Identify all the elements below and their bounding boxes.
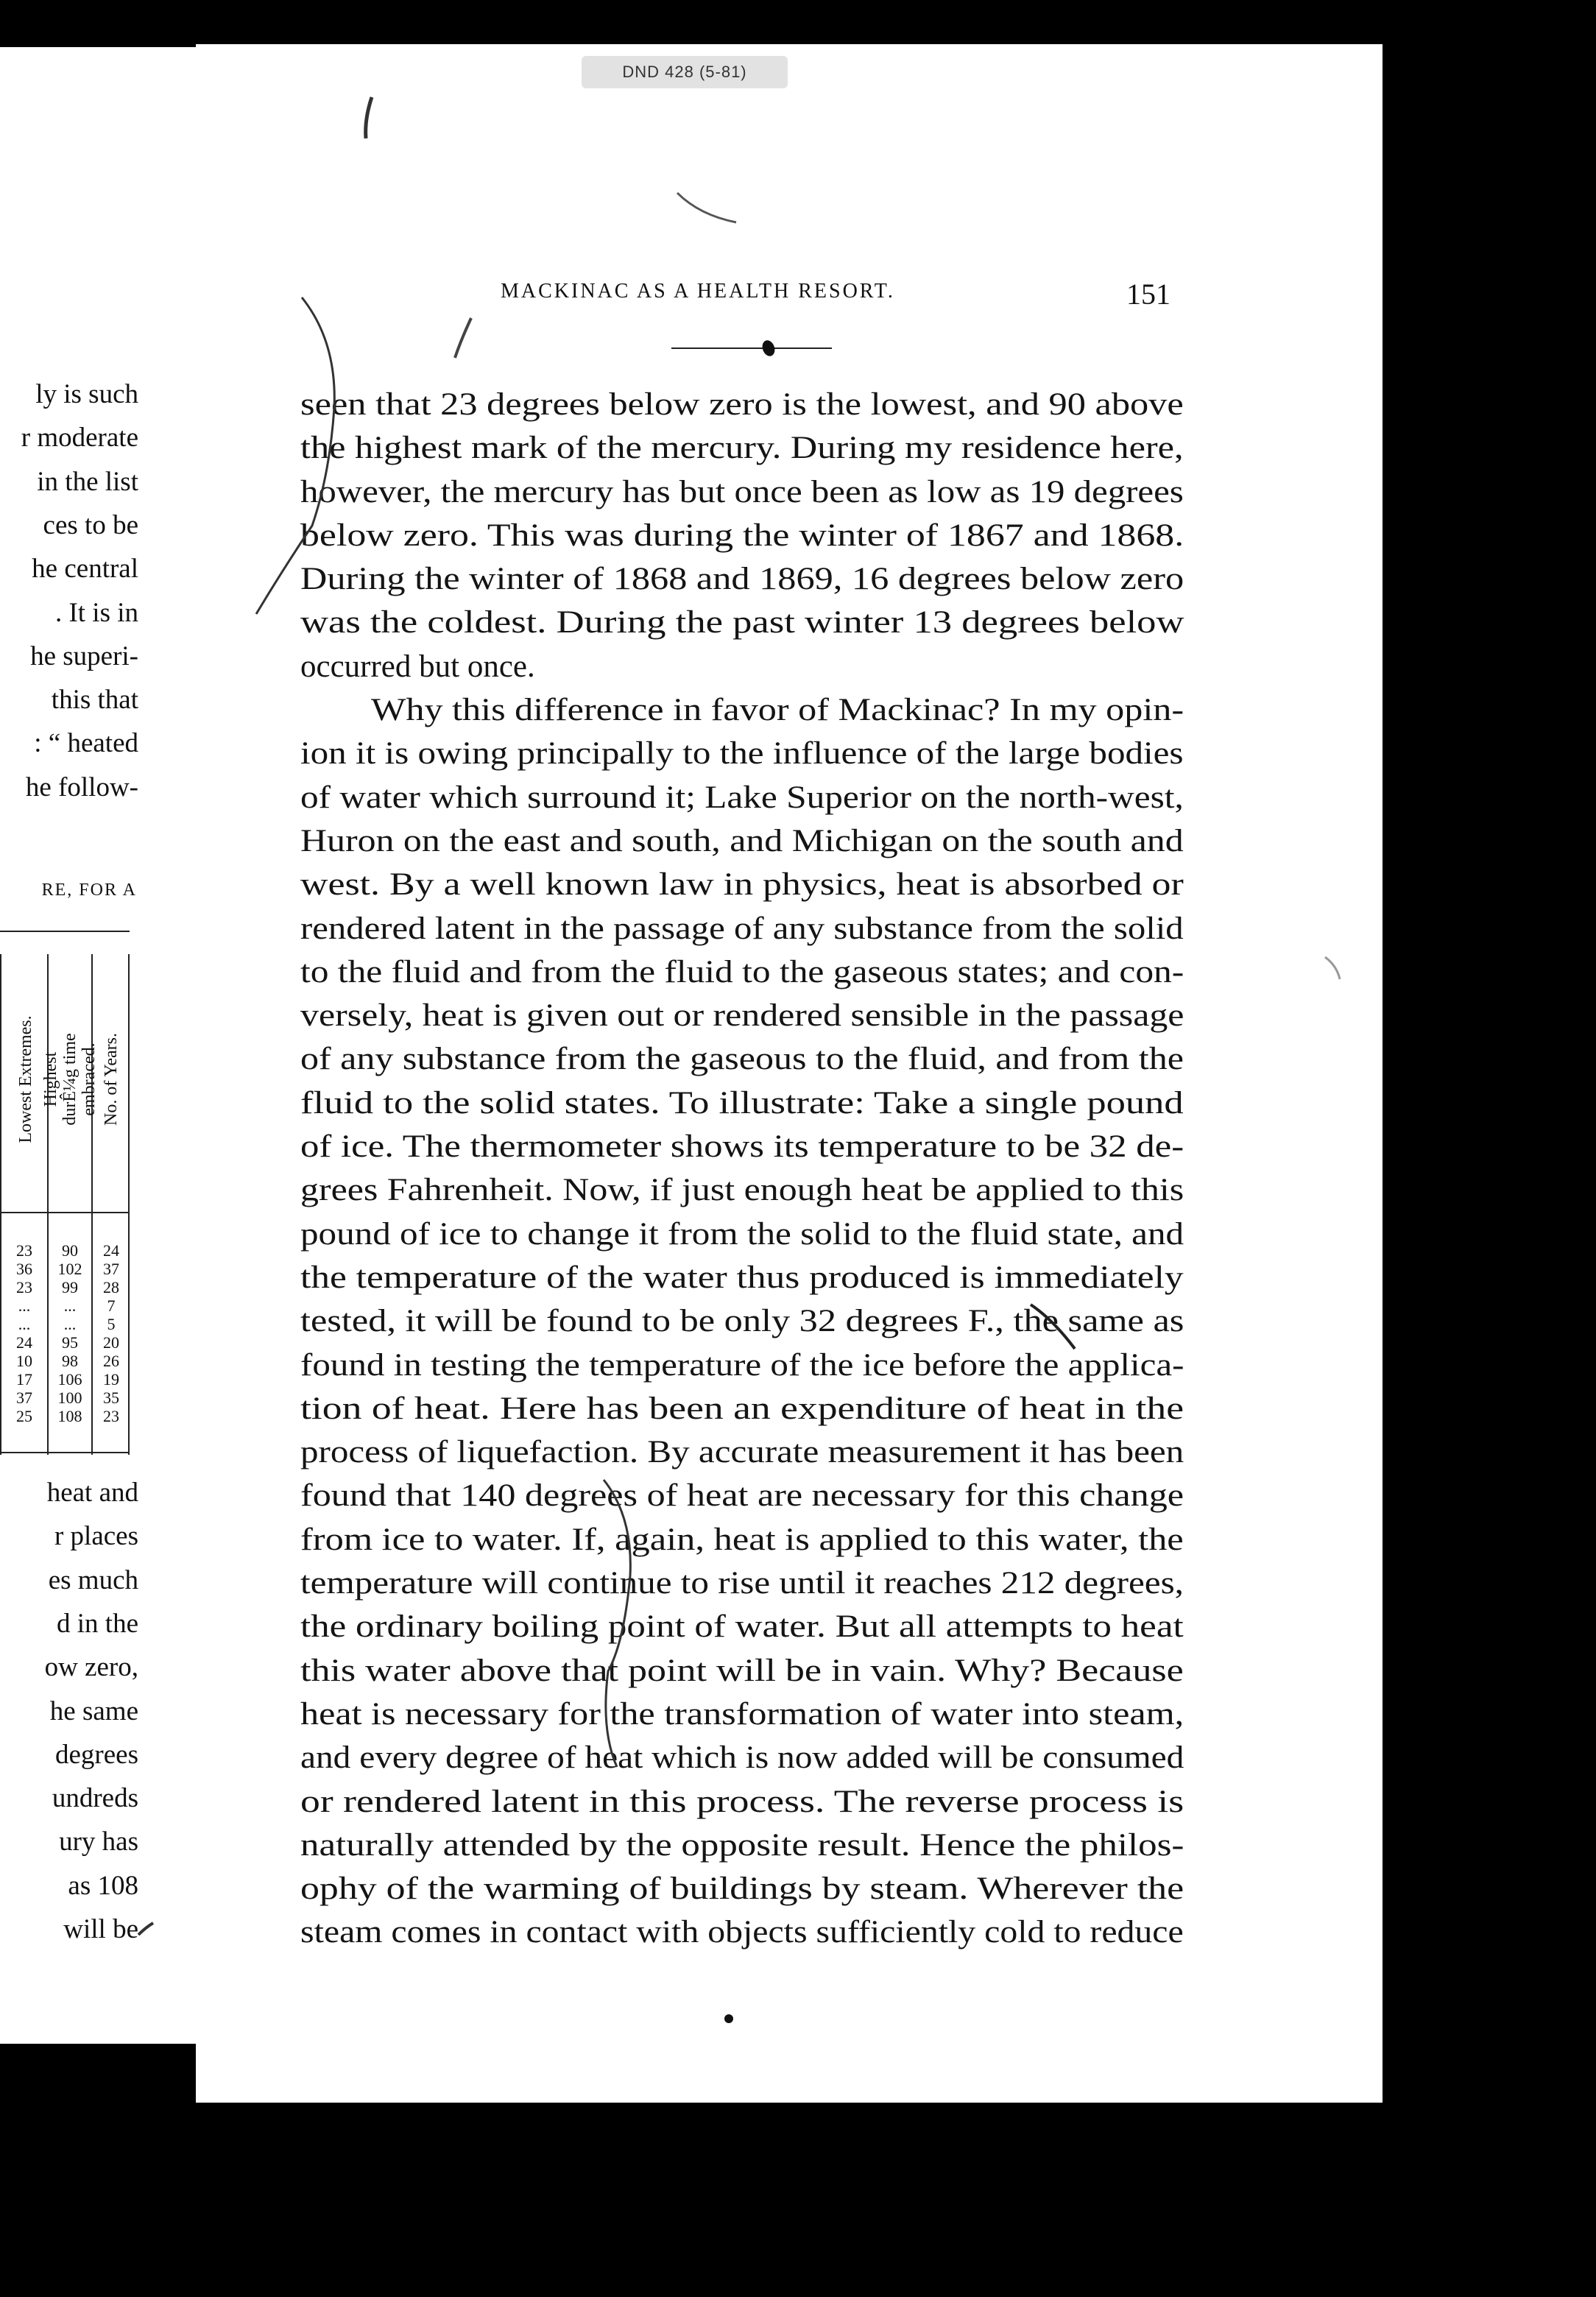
left-page-line-fragment: as 108 xyxy=(68,1870,138,1901)
body-line-text: ion it is owing principally to the influence of the large bodies xyxy=(300,736,1184,772)
temperature-table-fragment xyxy=(0,954,130,1455)
body-line-text: fluid to the solid states. To illustrate: Take a single pound xyxy=(300,1085,1184,1121)
table-cell: 108 xyxy=(57,1407,82,1425)
body-line xyxy=(300,1867,1184,1910)
table-cell: 95 xyxy=(62,1333,78,1352)
body-line-text: the ordinary boiling point of water. But all attempts to heat xyxy=(300,1609,1184,1645)
body-line-text: Huron on the east and south, and Michigan on the south and xyxy=(300,823,1184,858)
table-cell: 17 xyxy=(16,1370,32,1389)
body-line-text: however, the mercury has but once been as low as 19 degrees xyxy=(300,474,1184,509)
body-line xyxy=(300,557,1184,601)
table-cell: 106 xyxy=(57,1370,82,1389)
body-line xyxy=(300,1824,1184,1867)
table-cell: ... xyxy=(63,1315,77,1333)
body-line-text: tested, it will be found to be only 32 degrees F., the same as xyxy=(300,1304,1184,1339)
running-head: MACKINAC AS A HEALTH RESORT. xyxy=(501,280,895,303)
table-cell: ... xyxy=(18,1296,31,1315)
table-cell: 23 xyxy=(16,1241,32,1260)
left-table-heading: RE, FOR A xyxy=(41,881,137,900)
body-line xyxy=(300,1562,1184,1605)
table-cell: 24 xyxy=(16,1333,32,1352)
table-cell: ... xyxy=(63,1296,77,1315)
body-line xyxy=(300,1082,1184,1125)
table-cell: 24 xyxy=(103,1241,119,1260)
body-line xyxy=(300,688,1184,732)
body-line-text: process of liquefaction. By accurate measurement it has been xyxy=(300,1435,1184,1470)
left-page-line-fragment: this that xyxy=(51,685,138,716)
table-cell: 5 xyxy=(107,1315,116,1333)
body-line-text: versely, heat is given out or rendered sensible in the passage xyxy=(300,998,1184,1034)
body-line-text: grees Fahrenheit. Now, if just enough heat be applied to this xyxy=(300,1173,1184,1208)
left-page-line-fragment: ury has xyxy=(59,1827,138,1857)
left-page-line-fragment: degrees xyxy=(55,1739,138,1770)
table-cell: 37 xyxy=(103,1260,119,1278)
table-cell: 23 xyxy=(16,1278,32,1296)
table-cell: 99 xyxy=(62,1278,78,1296)
body-line xyxy=(300,1256,1184,1299)
body-line-text: this water above that point will be in vain. Why? Because xyxy=(300,1653,1184,1688)
body-line xyxy=(300,732,1184,775)
body-line xyxy=(300,1693,1184,1736)
table-cell: 25 xyxy=(16,1407,32,1425)
body-line xyxy=(300,1780,1184,1824)
body-line-text: steam comes in contact with objects sufficiently cold to reduce xyxy=(300,1915,1184,1950)
body-line-text: of any substance from the gaseous to the fluid, and from the xyxy=(300,1042,1184,1077)
body-line xyxy=(300,1125,1184,1168)
table-bottom-rule xyxy=(0,1452,130,1453)
table-header-rule xyxy=(0,1212,130,1213)
left-page-line-fragment: undreds xyxy=(52,1783,138,1814)
left-page-line-fragment: he same xyxy=(49,1696,138,1726)
left-page-line-fragment: he superi- xyxy=(30,641,138,671)
table-cell: 26 xyxy=(103,1352,119,1370)
table-cell: 19 xyxy=(103,1370,119,1389)
body-line xyxy=(300,426,1184,470)
body-line-text: of ice. The thermometer shows its temperature to be 32 de- xyxy=(300,1129,1184,1165)
left-page-line-fragment: : “ heated xyxy=(34,728,138,759)
table-cell: 36 xyxy=(16,1260,32,1278)
left-page-line-fragment: d in the xyxy=(57,1608,138,1639)
left-page-line-fragment: es much xyxy=(48,1564,138,1595)
body-line xyxy=(300,1430,1184,1474)
body-line xyxy=(300,1605,1184,1648)
body-line-text: pound of ice to change it from the solid to the fluid state, and xyxy=(300,1216,1184,1252)
archive-label: DND 428 (5-81) xyxy=(582,56,788,88)
table-column-highest xyxy=(49,1241,91,1425)
body-line-text: or rendered latent in this process. The reverse process is xyxy=(300,1784,1184,1819)
left-page-line-fragment: he follow- xyxy=(25,772,138,802)
body-line-text: temperature will continue to rise until it reaches 212 degrees, xyxy=(300,1566,1184,1601)
body-line xyxy=(300,1736,1184,1779)
body-line-text: ophy of the warming of buildings by steam. Wherever the xyxy=(300,1871,1184,1907)
body-line-text: west. By a well known law in physics, heat is absorbed or xyxy=(300,867,1184,903)
body-line-text: from ice to water. If, again, heat is applied to this water, the xyxy=(300,1522,1184,1557)
table-cell: ... xyxy=(18,1315,31,1333)
body-line-text: seen that 23 degrees below zero is the lowest, and 90 above xyxy=(300,387,1184,422)
body-line-text: rendered latent in the passage of any substance from the solid xyxy=(300,911,1184,946)
body-line-text: was the coldest. During the past winter 13 degrees below xyxy=(300,605,1184,641)
body-line-text: During the winter of 1868 and 1869, 16 degrees below zero xyxy=(300,562,1184,597)
body-line-text: occurred but once. xyxy=(300,649,535,684)
left-page-line-fragment: r places xyxy=(54,1521,138,1552)
table-cell: 102 xyxy=(57,1260,82,1278)
body-line xyxy=(300,907,1184,950)
table-cell: 98 xyxy=(62,1352,78,1370)
table-cell: 23 xyxy=(103,1407,119,1425)
table-header-lowest: Lowest Extremes. xyxy=(16,1015,35,1143)
table-header-years: No. of Years. xyxy=(102,1033,121,1126)
body-line-text: the highest mark of the mercury. During my residence here, xyxy=(300,431,1184,466)
left-page-line-fragment: r moderate xyxy=(21,423,138,454)
body-line-text: found in testing the temperature of the ice before the applica- xyxy=(300,1347,1184,1383)
left-page-line-fragment: in the list xyxy=(37,466,138,497)
body-line xyxy=(300,1037,1184,1081)
table-cell: 20 xyxy=(103,1333,119,1352)
body-line xyxy=(300,601,1184,644)
body-line-text: below zero. This was during the winter of 1867 and 1868. xyxy=(300,518,1184,553)
body-line xyxy=(300,470,1184,514)
table-cell: 37 xyxy=(16,1389,32,1407)
table-column-years xyxy=(90,1241,133,1425)
page-number: 151 xyxy=(1126,278,1170,311)
body-line xyxy=(300,1213,1184,1256)
table-header-highest: Highest durÊ¼g time embraced. xyxy=(41,1033,99,1126)
left-page-line-fragment: . It is in xyxy=(54,597,138,628)
table-cell: 100 xyxy=(57,1389,82,1407)
table-cell: 10 xyxy=(16,1352,32,1370)
body-line xyxy=(300,645,1184,688)
body-line xyxy=(300,776,1184,819)
body-line xyxy=(300,819,1184,863)
body-line-text: tion of heat. Here has been an expenditure of heat in the xyxy=(300,1391,1184,1426)
body-line-text: found that 140 degrees of heat are necessary for this change xyxy=(300,1478,1184,1514)
body-line xyxy=(300,1387,1184,1430)
table-cell: 35 xyxy=(103,1389,119,1407)
table-cell: 28 xyxy=(103,1278,119,1296)
body-line xyxy=(300,1344,1184,1387)
body-line-text: to the fluid and from the fluid to the gaseous states; and con- xyxy=(300,954,1184,989)
ornament-rule xyxy=(671,347,832,349)
left-page-line-fragment: he central xyxy=(32,554,138,585)
left-page-line-fragment: heat and xyxy=(46,1478,138,1508)
left-page xyxy=(0,47,218,2044)
body-line xyxy=(300,1518,1184,1562)
left-page-line-fragment: ly is such xyxy=(35,379,138,409)
table-top-rule xyxy=(0,931,130,932)
body-line-text: naturally attended by the opposite result. Hence the philos- xyxy=(300,1827,1184,1863)
body-line xyxy=(300,1910,1184,1954)
left-page-line-fragment: ces to be xyxy=(43,509,138,540)
body-line xyxy=(300,514,1184,557)
body-line-text: heat is necessary for the transformation of water into steam, xyxy=(300,1696,1184,1732)
body-line xyxy=(300,1168,1184,1212)
table-column-rule xyxy=(0,954,1,1455)
left-page-line-fragment: will be xyxy=(63,1914,138,1944)
body-line xyxy=(300,863,1184,906)
body-line xyxy=(300,1474,1184,1517)
body-line-text: Why this difference in favor of Mackinac? In my opin- xyxy=(371,693,1184,728)
body-line xyxy=(300,383,1184,426)
table-cell: 90 xyxy=(62,1241,78,1260)
body-line-text: the temperature of the water thus produced is immediately xyxy=(300,1260,1184,1295)
table-cell: 7 xyxy=(107,1296,116,1315)
body-line xyxy=(300,994,1184,1037)
table-column-lowest xyxy=(3,1241,46,1425)
body-line-text: and every degree of heat which is now added will be consumed xyxy=(300,1740,1184,1776)
body-line xyxy=(300,1649,1184,1693)
body-line-text: of water which surround it; Lake Superior on the north-west, xyxy=(300,780,1184,815)
body-line xyxy=(300,1299,1184,1343)
left-page-line-fragment: ow zero, xyxy=(44,1652,138,1683)
body-line xyxy=(300,950,1184,994)
body-text xyxy=(300,383,1184,1955)
